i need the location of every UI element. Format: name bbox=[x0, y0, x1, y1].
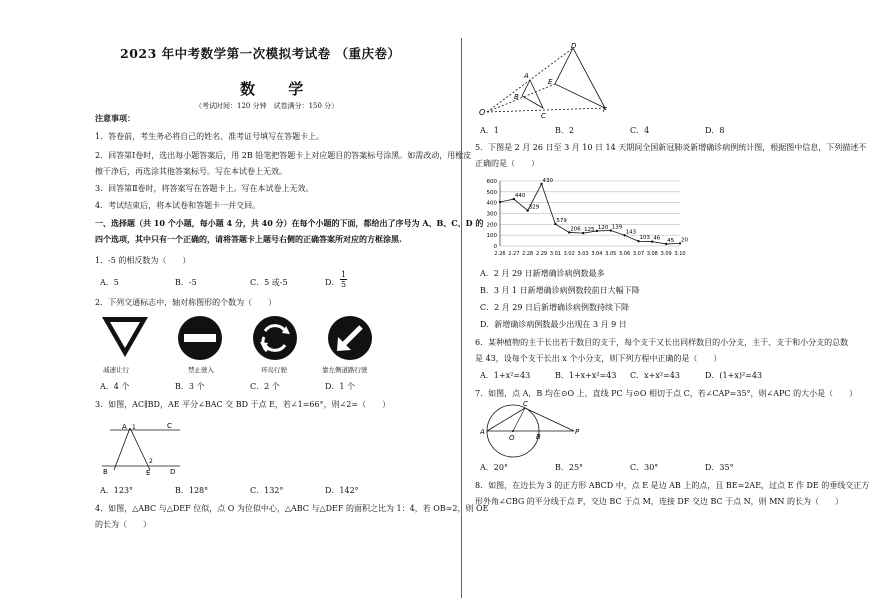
x-tick-label: 3.06 bbox=[619, 251, 631, 257]
q5-option-b: B．3 月 1 日新增确诊病例数较前日大幅下降 bbox=[480, 286, 640, 295]
q5-line2: 正确的是（ ） bbox=[475, 159, 539, 168]
q4-label-b: B bbox=[514, 93, 519, 101]
q3-label-1: 1 bbox=[132, 424, 136, 431]
q4-option-c: C．4 bbox=[630, 126, 650, 135]
sign-label-keep-left: 靠左侧道路行驶 bbox=[322, 366, 368, 374]
q6-line2: 是 43，设每个支干长出 x 个小分支，则下列方程中正确的是（ ） bbox=[475, 354, 722, 363]
q4-label-o: O bbox=[479, 108, 486, 117]
q4-option-d: D．8 bbox=[705, 126, 725, 135]
q2-option-a: A．4 个 bbox=[100, 382, 130, 391]
q4-line1: 4．如图，△ABC 与△DEF 位似，点 O 为位似中心，△ABC 与△DEF 的面积之比为 1：4，若 OB=2，则 OE bbox=[95, 504, 489, 513]
q3-option-c: C．132° bbox=[250, 486, 284, 495]
q4-label-c: C bbox=[541, 112, 546, 120]
data-label: 206 bbox=[570, 226, 581, 233]
y-tick-label: 300 bbox=[486, 211, 497, 218]
q3-label-d: D bbox=[170, 468, 176, 476]
q2-option-b: B．3 个 bbox=[175, 382, 205, 391]
no-entry-sign-icon bbox=[178, 316, 222, 360]
q7-label-a: A bbox=[480, 428, 485, 436]
q4-label-d: D bbox=[571, 42, 577, 50]
keep-left-sign-icon bbox=[328, 316, 372, 360]
q3-label-2: 2 bbox=[149, 458, 153, 465]
covid-cases-line-chart bbox=[480, 176, 690, 262]
exam-info: （考试时间：120 分钟 试卷满分：150 分） bbox=[195, 102, 339, 110]
data-label: 143 bbox=[625, 229, 637, 236]
q5-option-a: A．2 月 29 日新增确诊病例数最多 bbox=[480, 269, 605, 278]
q7-stem: 7．如图，点 A，B 均在⊙O 上，直线 PC 与⊙O 相切于点 C，若∠CAP=35°，则∠APC 的大小是（ ） bbox=[475, 389, 858, 398]
x-tick-label: 3.04 bbox=[591, 251, 603, 257]
x-tick-label: 2.27 bbox=[508, 251, 520, 257]
q6-option-b: B．1+x+x²=43 bbox=[555, 371, 617, 380]
column-divider bbox=[461, 38, 462, 598]
q4-label-f: F bbox=[603, 106, 608, 114]
q1-option-d: D． bbox=[325, 278, 340, 287]
q4-label-a: A bbox=[524, 72, 529, 80]
x-tick-label: 3.05 bbox=[605, 251, 617, 257]
q7-option-d: D．35° bbox=[705, 463, 734, 472]
q7-label-o: O bbox=[509, 434, 515, 442]
x-tick-label: 3.09 bbox=[660, 251, 672, 257]
note-2-cont: 擦干净后，再选涂其他答案标号。写在本试卷上无效。 bbox=[95, 167, 287, 176]
x-tick-label: 3.07 bbox=[632, 251, 645, 257]
q7-label-b: B bbox=[536, 433, 541, 441]
q4-option-a: A．1 bbox=[480, 126, 499, 135]
roundabout-sign-icon bbox=[253, 316, 297, 360]
q3-option-a: A．123° bbox=[100, 486, 134, 495]
q7-option-a: A．20° bbox=[480, 463, 508, 472]
note-4: 4．考试结束后，将本试卷和答题卡一并交回。 bbox=[95, 201, 261, 210]
q7-label-p: P bbox=[575, 428, 580, 436]
y-tick-label: 600 bbox=[486, 179, 497, 185]
exam-title: 2023 年中考数学第一次模拟考试卷 （重庆卷） bbox=[120, 46, 401, 61]
yield-sign-icon bbox=[102, 317, 148, 357]
q2-stem: 2．下列交通标志中，轴对称图形的个数为（ ） bbox=[95, 298, 277, 307]
q8-line1: 8．如图，在边长为 3 的正方形 ABCD 中，点 E 是边 AB 上的点，且 BE=2AE，过点 E 作 DE 的垂线交正方 bbox=[475, 481, 870, 490]
q4-line2: 的长为（ ） bbox=[95, 520, 151, 529]
data-label: 139 bbox=[611, 224, 623, 231]
data-label: 46 bbox=[653, 235, 661, 242]
sign-label-no-entry: 禁止驶入 bbox=[188, 366, 214, 374]
y-tick-label: 500 bbox=[486, 189, 497, 196]
q1-option-a: A．5 bbox=[100, 278, 119, 287]
q5-option-c: C．2 月 29 日后新增确诊病例数持续下降 bbox=[480, 303, 630, 312]
x-tick-label: 3.10 bbox=[674, 251, 686, 257]
x-tick-label: 2.26 bbox=[494, 251, 506, 257]
note-1: 1．答卷前，考生务必将自己的姓名、准考证号填写在答题卡上。 bbox=[95, 132, 325, 141]
q4-homothety-figure bbox=[477, 40, 617, 120]
q6-option-a: A．1+x²=43 bbox=[480, 371, 531, 380]
note-3: 3．回答第Ⅱ卷时，将答案写在答题卡上。写在本试卷上无效。 bbox=[95, 184, 314, 193]
q4-label-e: E bbox=[548, 78, 553, 86]
q2-option-c: C．2 个 bbox=[250, 382, 280, 391]
q7-label-c: C bbox=[523, 400, 528, 408]
q3-label-c: C bbox=[167, 422, 172, 430]
y-tick-label: 400 bbox=[486, 200, 497, 207]
x-tick-label: 2.28 bbox=[522, 251, 534, 257]
data-label: 103 bbox=[639, 235, 650, 242]
x-tick-label: 3.02 bbox=[563, 251, 575, 257]
y-tick-label: 200 bbox=[486, 222, 497, 229]
q8-line2: 形外角∠CBG 的平分线于点 F，交边 BC 于点 M，连接 DF 交边 BC 于点 N，则 MN 的长为（ ） bbox=[475, 497, 843, 506]
q5-option-d: D．新增确诊病例数最少出现在 3 月 9 日 bbox=[480, 320, 627, 329]
q3-label-b: B bbox=[103, 468, 108, 476]
y-tick-label: 0 bbox=[493, 244, 497, 250]
q3-label-a: A bbox=[122, 423, 127, 431]
q7-option-b: B．25° bbox=[555, 463, 584, 472]
q6-line1: 6．某种植物的主干长出若干数目的支干，每个支干又长出同样数目的小分支，主干、支干和小分支的总数 bbox=[475, 338, 849, 347]
subject-title: 数 学 bbox=[240, 80, 318, 98]
note-2: 2．回答第Ⅰ卷时，选出每小题答案后，用 2B 铅笔把答题卡上对应题目的答案标号涂黑。如需改动，用橡皮 bbox=[95, 151, 472, 160]
data-label: 20 bbox=[681, 237, 688, 244]
traffic-signs-figure bbox=[100, 313, 390, 373]
q1-fraction bbox=[340, 270, 347, 289]
q3-stem: 3．如图，AC∥BD，AE 平分∠BAC 交 BD 于点 E，若∠1=66°，则∠2=（ ） bbox=[95, 400, 391, 409]
sign-label-roundabout: 环岛行驶 bbox=[261, 366, 287, 374]
q3-label-e: E bbox=[146, 469, 151, 477]
data-label: 45 bbox=[667, 237, 675, 244]
q5-line1: 5．下图是 2 月 26 日至 3 月 10 日 14 天期间全国新冠肺炎新增确诊病例统计图，根据图中信息，下列描述不 bbox=[475, 143, 867, 152]
q3-parallel-lines-figure bbox=[100, 418, 190, 478]
x-tick-label: 3.08 bbox=[646, 251, 658, 257]
q7-option-c: C．30° bbox=[630, 463, 659, 472]
q1-stem: 1．-5 的相反数为（ ） bbox=[95, 256, 191, 265]
q4-option-b: B．2 bbox=[555, 126, 574, 135]
data-label: 440 bbox=[514, 193, 526, 200]
q2-option-d: D．1 个 bbox=[325, 382, 356, 391]
data-label: 579 bbox=[556, 218, 567, 225]
section1-line2: 四个选项，其中只有一个正确的，请将答题卡上题号右侧的正确答案所对应的方框涂黑. bbox=[95, 234, 402, 244]
data-label: 120 bbox=[597, 224, 609, 231]
q6-option-c: C．x+x²=43 bbox=[630, 371, 680, 380]
q1-option-b: B．-5 bbox=[175, 278, 197, 287]
fraction-denominator: 5 bbox=[341, 280, 347, 289]
x-tick-label: 3.03 bbox=[577, 251, 589, 257]
section1-line1: 一、选择题（共 10 个小题，每小题 4 分，共 40 分）在每个小题的下面，都给出了序号为 A、B、C、D 的 bbox=[95, 218, 484, 228]
x-tick-label: 3.01 bbox=[549, 251, 561, 257]
q3-option-d: D．142° bbox=[325, 486, 359, 495]
q6-option-d: D．(1+x)²=43 bbox=[705, 371, 763, 380]
data-label: 125 bbox=[584, 227, 595, 234]
y-tick-label: 100 bbox=[486, 233, 497, 240]
notes-heading: 注意事项： bbox=[95, 113, 135, 123]
q1-option-c: C．5 或-5 bbox=[250, 278, 288, 287]
q3-option-b: B．128° bbox=[175, 486, 209, 495]
x-tick-label: 2.29 bbox=[535, 251, 548, 257]
q7-circle-tangent-figure bbox=[478, 398, 588, 458]
data-point bbox=[499, 201, 501, 203]
fraction-numerator: 1 bbox=[341, 270, 347, 279]
data-label: 329 bbox=[528, 204, 540, 211]
sign-label-yield: 减速让行 bbox=[103, 366, 129, 374]
data-label: 430 bbox=[542, 177, 554, 184]
